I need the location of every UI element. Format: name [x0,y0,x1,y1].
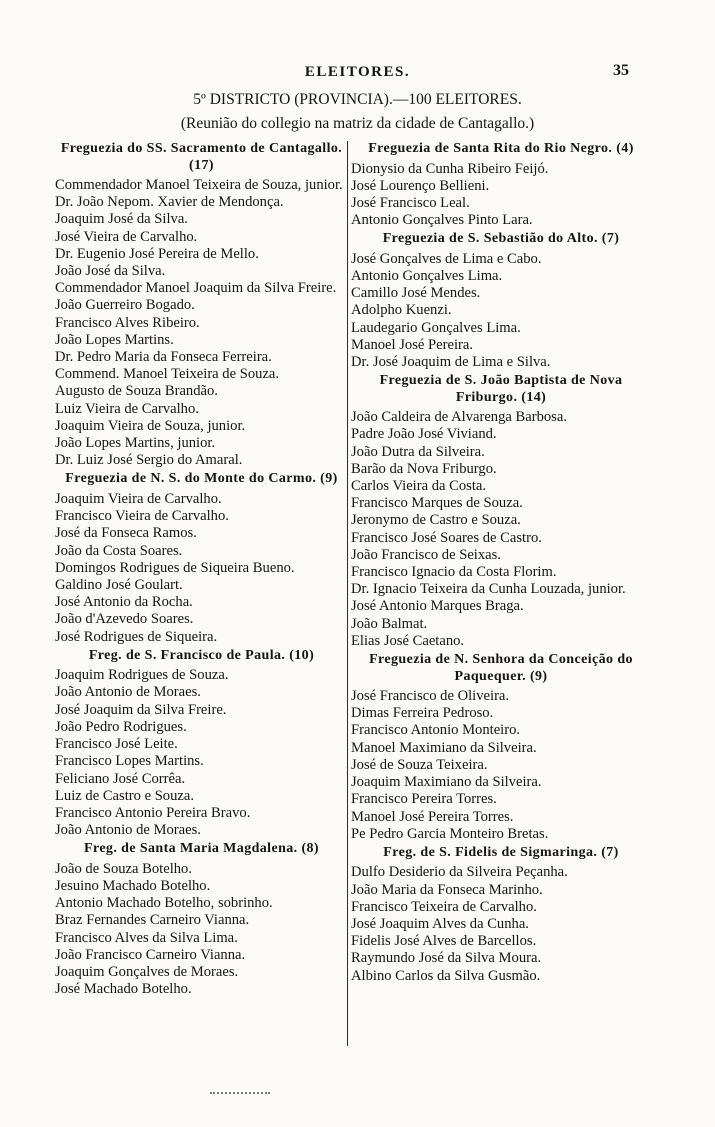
running-title: ELEITORES. [304,64,411,80]
elector-entry: Laudegario Gonçalves Lima. [351,319,521,336]
elector-entry: João Antonio de Moraes. [55,684,201,701]
elector-entry: Antonio Machado Botelho, sobrinho. [55,895,273,912]
parish-heading: Freguezia de S. João Baptista de Nova Friburgo. (14) [379,373,623,405]
page-number: 35 [613,62,629,79]
elector-entry: José Gonçalves de Lima e Cabo. [351,250,542,267]
elector-entry: José Joaquim Alves da Cunha. [351,916,529,933]
elector-entry: Dr. Ignacio Teixeira da Cunha Louzada, junior. [351,581,626,598]
elector-entry: Francisco Antonio Pereira Bravo. [55,804,251,821]
elector-entry: Francisco Alves da Silva Lima. [55,929,238,946]
elector-entry: Pe Pedro Garcia Monteiro Bretas. [351,825,549,842]
ink-smudge [210,1092,270,1097]
elector-entry: Luiz Vieira de Carvalho. [55,400,199,417]
parish-heading: Freguezia de N. S. do Monte do Carmo. (9) [65,471,338,487]
elector-entry: José Francisco Leal. [351,194,470,211]
elector-entry: Joaquim Vieira de Carvalho. [55,490,222,507]
parish-heading: Freguezia de N. Senhora da Conceição do Paquequer. (9) [369,652,633,684]
elector-entry: Joaquim Rodrigues de Souza. [55,667,229,684]
elector-entry: Antonio Gonçalves Lima. [351,268,503,285]
parish-heading: Freguezia do SS. Sacramento de Cantagallo. (17) [60,141,343,173]
elector-entry: Francisco Alves Ribeiro. [55,314,200,331]
elector-entry: Fidelis José Alves de Barcellos. [351,933,537,950]
elector-entry: Francisco José Leite. [55,736,178,753]
elector-entry: Commend. Manoel Teixeira de Souza. [55,366,280,383]
elector-entry: João Maria da Fonseca Marinho. [351,881,543,898]
elector-entry: Dr. José Joaquim de Lima e Silva. [351,354,551,371]
parish-heading: Freg. de S. Fidelis de Sigmaringa. (7) [383,844,619,860]
elector-entry: Dr. João Nepom. Xavier de Mendonça. [55,194,284,211]
elector-entry: Francisco Antonio Monteiro. [351,722,521,739]
elector-entry: Manoel Maximiano da Silveira. [351,739,537,756]
elector-entry: José Rodrigues de Siqueira. [55,628,218,645]
elector-entry: João Lopes Martins, junior. [55,435,216,452]
elector-entry: Dr. Pedro Maria da Fonseca Ferreira. [55,349,272,366]
elector-entry: Dr. Luiz José Sergio do Amaral. [55,452,243,469]
elector-entry: João d'Azevedo Soares. [55,611,194,628]
district-title: 5º DISTRICTO (PROVINCIA).—100 ELEITORES. [193,91,522,108]
elector-entry: Luiz de Castro e Souza. [55,787,195,804]
elector-entry: Joaquim Gonçalves de Moraes. [55,964,239,981]
elector-entry: Jesuino Machado Botelho. [55,878,211,895]
elector-entry: Joaquim Maximiano da Silveira. [351,774,542,791]
parish-heading: Freguezia de Santa Rita do Rio Negro. (4) [368,141,634,156]
elector-entry: José de Souza Teixeira. [351,756,488,773]
elector-entry: Francisco José Soares de Castro. [351,529,542,546]
elector-entry: Commendador Manoel Joaquim da Silva Freire. [55,280,337,297]
elector-entry: Braz Fernandes Carneiro Vianna. [55,912,250,929]
right-column [347,141,651,1046]
elector-entry: José Machado Botelho. [55,981,192,998]
elector-entry: Antonio Gonçalves Pinto Lara. [351,212,533,229]
elector-entry: João de Souza Botelho. [55,860,192,877]
parish-heading: Freguezia de S. Sebastião do Alto. (7) [382,231,620,247]
elector-entry: Galdino José Goulart. [55,576,183,593]
elector-entry: José Vieira de Carvalho. [55,228,198,245]
elector-entry: João Francisco de Seixas. [351,546,501,563]
parish-heading: Freg. de S. Francisco de Paula. (10) [88,647,315,663]
elector-entry: João Pedro Rodrigues. [55,718,187,735]
elector-entry: José Francisco de Oliveira. [351,688,510,705]
elector-entry: Augusto de Souza Brandão. [55,383,218,400]
elector-entry: Francisco Marques de Souza. [351,495,523,512]
elector-entry: Feliciano José Corrêa. [55,770,186,787]
elector-entry: João da Costa Soares. [55,542,183,559]
elector-entry: Joaquim José da Silva. [55,211,188,228]
elector-entry: Francisco Lopes Martins. [55,753,204,770]
elector-entry: Albino Carlos da Silva Gusmão. [351,967,541,984]
elector-entry: Dionysio da Cunha Ribeiro Feijó. [351,160,549,177]
elector-entry: João Lopes Martins. [55,331,174,348]
elector-entry: Domingos Rodrigues de Siqueira Bueno. [55,559,295,576]
elector-entry: Manoel José Pereira. [351,336,473,353]
elector-entry: João Balmat. [351,615,428,632]
elector-entry: Dimas Ferreira Pedroso. [351,705,494,722]
elector-entry: João Antonio de Moraes. [55,822,201,839]
elector-entry: João Francisco Carneiro Vianna. [55,946,246,963]
elector-entry: Padre João José Viviand. [351,426,497,443]
elector-entry: Barão da Nova Friburgo. [351,460,497,477]
elector-entry: Francisco Pereira Torres. [351,791,497,808]
elector-entry: José Lourenço Bellieni. [351,177,490,194]
elector-entry: Jeronymo de Castro e Souza. [351,512,521,529]
elector-entry: Francisco Teixeira de Carvalho. [351,898,537,915]
elector-entry: Elias José Caetano. [351,632,465,649]
elector-entry: João José da Silva. [55,263,166,280]
elector-entry: Francisco Ignacio da Costa Florim. [351,564,557,581]
elector-entry: José Antonio Marques Braga. [351,598,524,615]
elector-entry: José Joaquim da Silva Freire. [55,701,227,718]
elector-entry: Manoel José Pereira Torres. [351,808,514,825]
elector-entry: João Guerreiro Bogado. [55,297,195,314]
elector-entry: José Antonio da Rocha. [55,594,193,611]
elector-entry: Commendador Manoel Teixeira de Souza, junior. [55,177,343,193]
elector-entry: João Caldeira de Alvarenga Barbosa. [351,409,567,426]
elector-entry: Joaquim Vieira de Souza, junior. [55,417,246,434]
elector-entry: Adolpho Kuenzi. [351,302,452,319]
elector-entry: João Dutra da Silveira. [351,443,485,460]
elector-entry: Raymundo José da Silva Moura. [351,950,542,967]
elector-entry: Carlos Vieira da Costa. [351,478,487,495]
elector-entry: Francisco Vieira de Carvalho. [55,508,229,525]
elector-entry: Dr. Eugenio José Pereira de Mello. [55,245,259,262]
left-column [55,141,348,998]
parish-heading: Freg. de Santa Maria Magdalena. (8) [84,841,319,857]
elector-entry: José da Fonseca Ramos. [55,525,197,542]
elector-entry: Dulfo Desiderio da Silveira Peçanha. [351,864,568,881]
district-subtitle: (Reunião do collegio na matriz da cidade de Cantagallo.) [180,115,535,132]
elector-entry: Camillo José Mendes. [351,285,481,302]
